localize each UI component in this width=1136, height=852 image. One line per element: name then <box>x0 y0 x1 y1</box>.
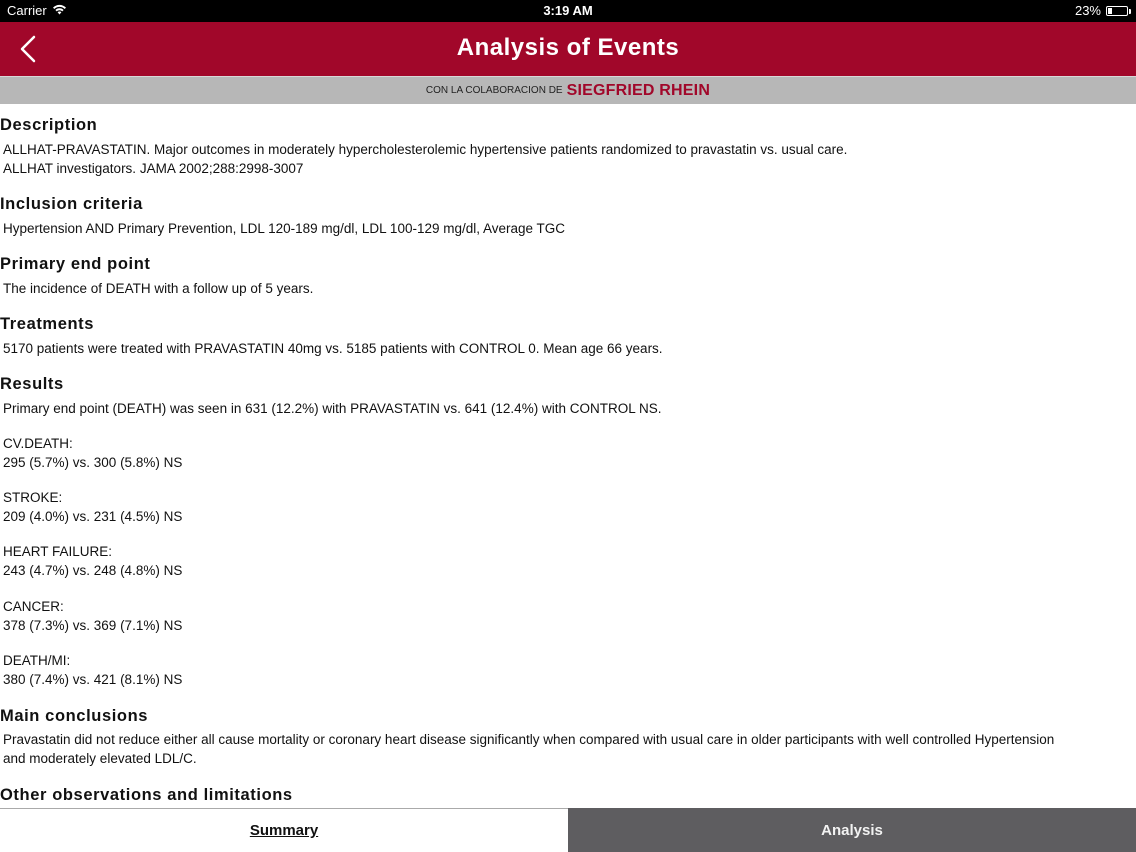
sponsor-banner <box>0 76 1136 104</box>
nav-bar <box>0 22 1136 76</box>
result-label: CANCER: <box>3 599 64 614</box>
tab-bar <box>0 808 1136 852</box>
status-bar <box>0 0 1136 22</box>
result-label: CV.DEATH: <box>3 436 73 451</box>
description-heading: Description <box>0 116 98 134</box>
tab-analysis[interactable]: Analysis <box>568 808 1136 852</box>
conclusions-line2: and moderately elevated LDL/C. <box>3 751 197 766</box>
description-line1: ALLHAT-PRAVASTATIN. Major outcomes in moderately hypercholesterolemic hypertensive patients randomized to pravastatin vs. usual care. <box>3 142 848 157</box>
tab-summary[interactable]: Summary <box>0 808 568 852</box>
result-value: 209 (4.0%) vs. 231 (4.5%) NS <box>3 509 183 524</box>
result-label: DEATH/MI: <box>3 653 71 668</box>
sponsor-prefix: CON LA COLABORACION DE <box>425 85 563 96</box>
content-scroll-area[interactable] <box>0 104 1136 808</box>
clock: 3:19 AM <box>543 3 593 18</box>
inclusion-heading: Inclusion criteria <box>0 195 143 213</box>
other-heading: Other observations and limitations <box>0 786 293 804</box>
result-value: 380 (7.4%) vs. 421 (8.1%) NS <box>3 672 183 687</box>
page-title: Analysis of Events <box>456 34 680 61</box>
result-label: HEART FAILURE: <box>3 544 113 559</box>
primary-heading: Primary end point <box>0 255 151 273</box>
treatments-text: 5170 patients were treated with PRAVASTATIN 40mg vs. 5185 patients with CONTROL 0. Mean age 66 years. <box>3 341 663 356</box>
primary-text: The incidence of DEATH with a follow up of 5 years. <box>3 281 314 296</box>
inclusion-text: Hypertension AND Primary Prevention, LDL 120-189 mg/dl, LDL 100-129 mg/dl, Average TGC <box>3 221 566 236</box>
battery-percent: 23% <box>1074 3 1101 18</box>
carrier-label: Carrier <box>7 3 47 18</box>
result-value: 295 (5.7%) vs. 300 (5.8%) NS <box>3 455 183 470</box>
conclusions-heading: Main conclusions <box>0 707 149 725</box>
results-summary: Primary end point (DEATH) was seen in 631 (12.2%) with PRAVASTATIN vs. 641 (12.4%) with CONTROL NS. <box>3 401 662 416</box>
results-heading: Results <box>0 375 64 393</box>
result-value: 378 (7.3%) vs. 369 (7.1%) NS <box>3 618 183 633</box>
result-value: 243 (4.7%) vs. 248 (4.8%) NS <box>3 563 183 578</box>
result-label: STROKE: <box>3 490 63 505</box>
treatments-heading: Treatments <box>0 315 95 333</box>
description-line2: ALLHAT investigators. JAMA 2002;288:2998-3007 <box>3 161 304 176</box>
sponsor-logo: SIEGFRIED RHEIN <box>566 81 711 99</box>
conclusions-line1: Pravastatin did not reduce either all cause mortality or coronary heart disease significantly when compared with usual care in older participants with well controlled Hypertension <box>3 732 1055 747</box>
battery-icon <box>1106 6 1128 16</box>
